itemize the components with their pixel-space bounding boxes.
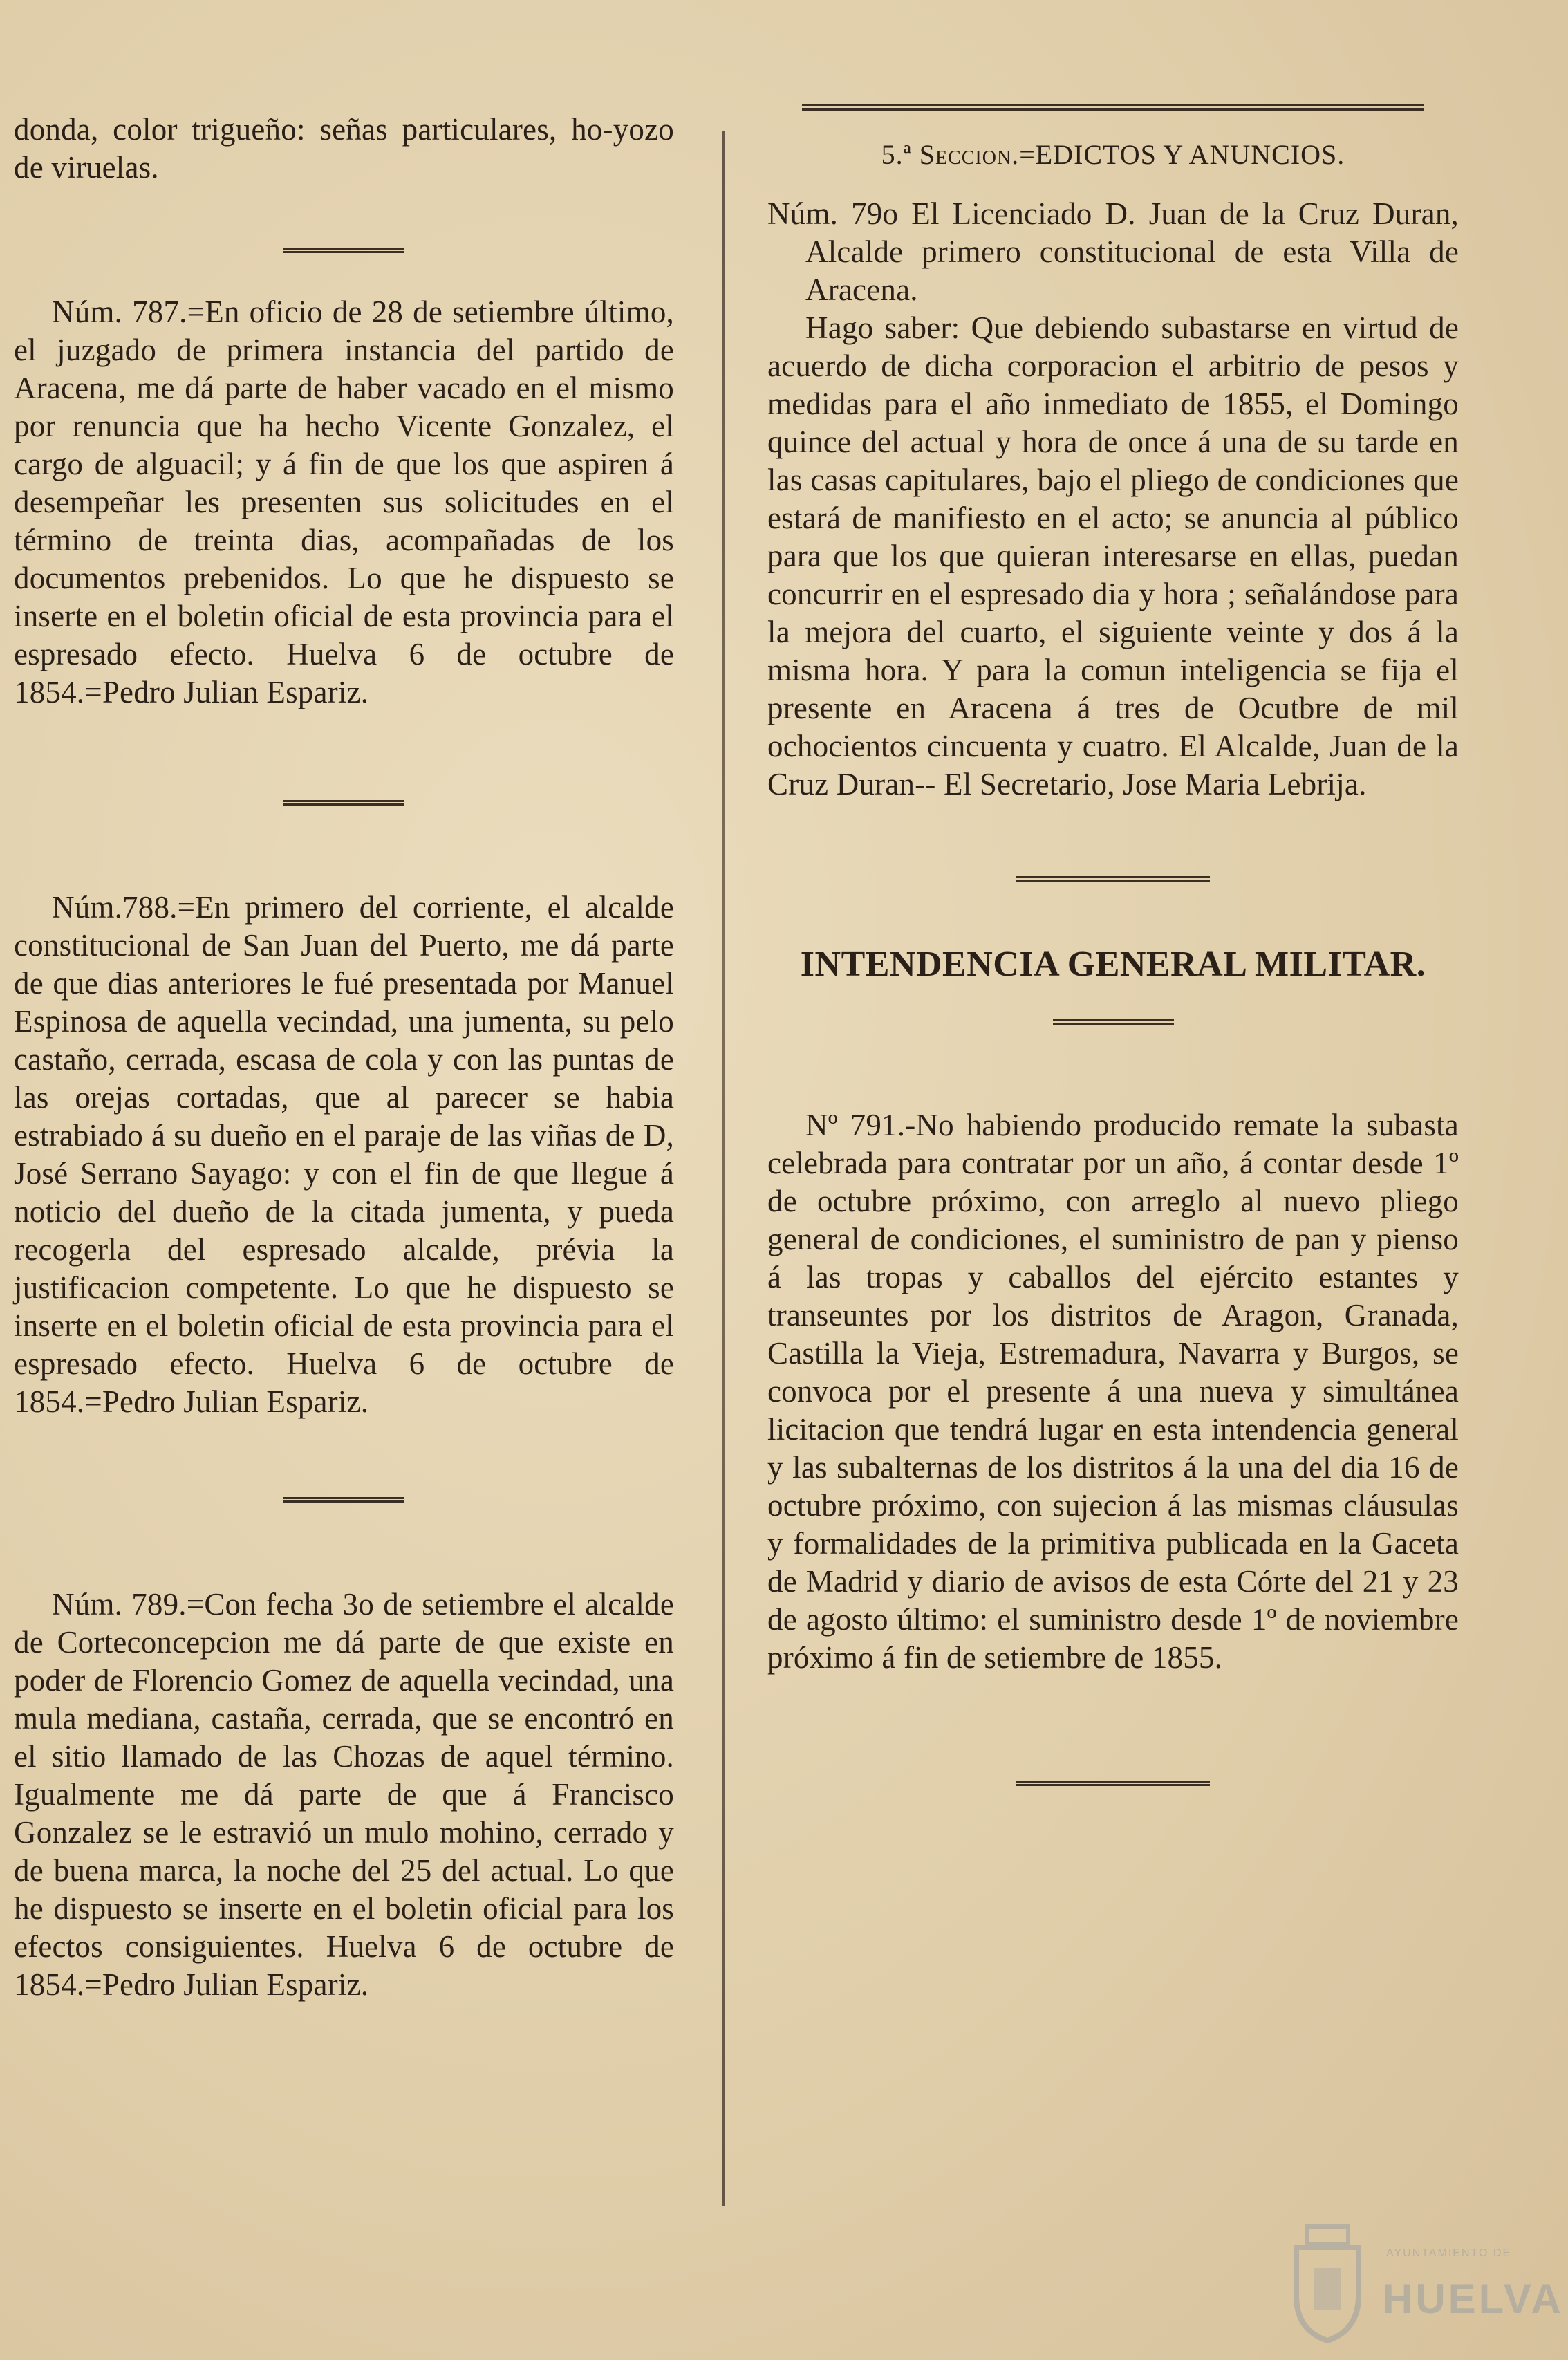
entry-790-heading: Núm. 79o El Licenciado D. Juan de la Cruz Duran, Alcalde primero constitucional de esta Villa de Aracena. <box>767 196 1459 307</box>
entry-791 <box>767 1106 1459 1677</box>
entry-number: Núm. 787.= <box>52 295 205 329</box>
entry-788 <box>14 889 674 1421</box>
separator-rule <box>1016 876 1210 882</box>
coat-of-arms-icon <box>1282 2220 1372 2344</box>
entry-790-text: Hago saber: Que debiendo subastarse en virtud de acuerdo de dicha corporacion el arbitrio de pesos y medidas para el año inmediato de 1855, el Domingo quince del actual y hora de once á una de su tarde en las casas capitulares, bajo el pliego de condiciones que estará de manifiesto en el acto; se anuncia al público para que los que quieran interesarse en ellas, puedan concurrir en el espresado dia y hora ; señalándose para la mejora del cuarto, el siguiente veinte y dos á la misma hora. Y para la comun inteligencia se fija el presente en Aracena á tres de Ocutbre de mil ochocientos cincuenta y cuatro. El Alcalde, Juan de la Cruz Duran-- El Secretario, Jose Maria Lebrija. <box>767 310 1459 801</box>
entry-789 <box>14 1586 674 2004</box>
separator-rule <box>283 1497 404 1503</box>
entry-number: Núm. 789.= <box>52 1587 205 1622</box>
separator-rule <box>1016 1781 1210 1786</box>
intendencia-title: INTENDENCIA GENERAL MILITAR. <box>800 945 1426 984</box>
entry-text: En primero del corriente, el alcalde constitucional de San Juan del Puerto, me dá parte de que dias anteriores le fué presentada por Manuel Espinosa de aquella vecindad, una jumenta, su pelo castaño, cerrada, escasa de cola y con las puntas de las orejas cortadas, que al parecer se habia estrabiado á su dueño en el paraje de las viñas de D, José Serrano Sayago: y con el fin de que llegue á noticio del dueño de la citada jumenta, y pueda recogerla del espresado alcalde, prévia la justificacion competente. Lo que he dispuesto se inserte en el boletin oficial de esta provincia para el espresado efecto. Huelva 6 de octubre de 1854.=Pedro Julian Espariz. <box>14 890 674 1419</box>
entry-text: Con fecha 3o de setiembre el alcalde de Corteconcepcion me dá parte de que existe en poder de Florencio Gomez de aquella vecindad, una mula mediana, castaña, cerrada, que se encontró en el sitio llamado de las Chozas de aquel término. Igualmente me dá parte de que á Francisco Gonzalez se le estravió un mulo mohino, cerrado y de buena marca, la noche del 25 del actual. Lo que he dispuesto se inserte en el boletin oficial para los efectos consiguientes. Huelva 6 de octubre de 1854.=Pedro Julian Espariz. <box>14 1587 674 2002</box>
entry-787 <box>14 293 674 712</box>
section-heading: 5.ª Seccion.=EDICTOS Y ANUNCIOS. <box>881 139 1345 170</box>
left-column <box>14 0 674 2004</box>
entry-text: En oficio de 28 de setiembre último, el juzgado de primera instancia del partido de Aracena, me dá parte de haber vacado en el mismo por renuncia que ha hecho Vicente Gonzalez, el cargo de alguacil; y á fin de que los que aspiren á desempeñar les presenten sus solicitudes en el término de treinta dias, acompañadas de los documentos prebenidos. Lo que he dispuesto se inserte en el boletin oficial de esta provincia para el espresado efecto. Huelva 6 de octubre de 1854.=Pedro Julian Espariz. <box>14 295 674 709</box>
column-divider <box>722 131 725 2206</box>
entry-text: No habiendo producido remate la subasta celebrada para contratar por un año, á contar desde 1º de octubre próximo, con arreglo al nuevo pliego general de condiciones, el suministro de pan y pienso á las tropas y caballos del ejército estantes y transeuntes por los distritos de Aragon, Granada, Castilla la Vieja, Estremadura, Navarra y Burgos, se convoca por el presente á una nueva y simultánea licitacion que tendrá lugar en esta intendencia general y las subalternas de los distritos á la una del dia 16 de octubre próximo, con sujecion á las mismas cláusulas y formalidades de la primitiva publicada en la Gaceta de Madrid y diario de avisos de esta Córte del 21 y 23 de agosto último: el suministro desde 1º de noviembre próximo á fin de setiembre de 1855. <box>767 1108 1459 1675</box>
archive-watermark <box>1282 2220 1564 2344</box>
separator-rule <box>283 248 404 253</box>
entry-number: Núm.788.= <box>52 890 196 925</box>
watermark-big-text: HUELVA <box>1383 2276 1564 2322</box>
watermark-small-text: AYUNTAMIENTO DE <box>1386 2247 1512 2259</box>
separator-rule <box>283 800 404 806</box>
entry-number: Nº 791.- <box>805 1108 916 1142</box>
continuation-text: donda, color trigueño: señas particulares, ho-yozo de viruelas. <box>14 112 674 185</box>
separator-rule <box>1053 1019 1174 1025</box>
header-rule <box>802 104 1424 111</box>
right-column <box>767 0 1459 1786</box>
